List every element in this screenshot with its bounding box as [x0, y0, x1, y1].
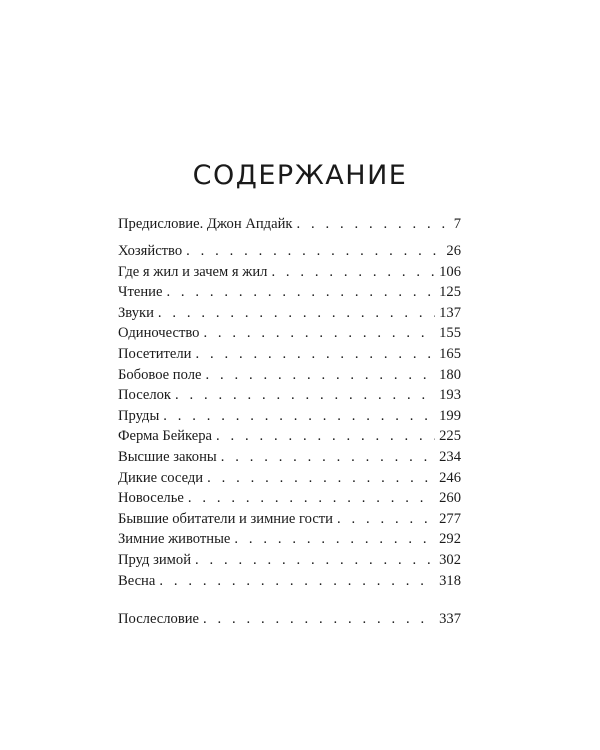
dot-leader — [195, 344, 435, 365]
toc-entry-title: Посетители — [118, 345, 192, 362]
dot-leader — [158, 303, 435, 324]
toc-entry-title: Звуки — [118, 304, 154, 321]
toc-afterword-group — [118, 609, 461, 630]
dot-leader — [159, 571, 435, 592]
toc-entry-title: Где я жил и зачем я жил — [118, 263, 268, 280]
dot-leader — [271, 262, 435, 283]
dot-leader — [195, 550, 435, 571]
toc-entry-chapter — [118, 385, 461, 406]
toc-entry-chapter — [118, 447, 461, 468]
toc-entry-title: Новоселье — [118, 490, 184, 507]
dot-leader — [203, 323, 435, 344]
toc-entry-page: 106 — [439, 263, 461, 280]
toc-entry-title: Пруд зимой — [118, 551, 192, 568]
toc-entry-page: 234 — [439, 448, 461, 465]
toc-entry-title: Поселок — [118, 387, 172, 404]
dot-leader — [186, 241, 442, 262]
toc-entry-page: 318 — [439, 572, 461, 589]
dot-leader — [175, 385, 435, 406]
toc-entry-chapter — [118, 509, 461, 530]
toc-entry-title: Ферма Бейкера — [118, 428, 212, 445]
dot-leader — [296, 214, 449, 235]
toc-entry-title: Зимние животные — [118, 531, 231, 548]
toc-entry-page: 26 — [446, 243, 461, 259]
dot-leader — [234, 529, 435, 550]
toc-entry-title: Одиночество — [118, 325, 200, 342]
toc-entry-afterword — [118, 609, 461, 630]
toc-entry-preface — [118, 214, 461, 235]
toc-entry-page: 337 — [439, 611, 461, 627]
toc-preface-group — [118, 214, 461, 235]
toc-entry-chapter — [118, 344, 461, 365]
toc-entry-chapter — [118, 550, 461, 571]
toc-entry-title: Чтение — [118, 284, 163, 301]
toc-entry-page: 165 — [439, 345, 461, 362]
toc-entry-page: 7 — [453, 216, 461, 232]
toc-entry-page: 292 — [439, 531, 461, 548]
toc-chapters-group — [118, 241, 461, 591]
toc-entry-page: 246 — [439, 469, 461, 486]
toc-entry-chapter — [118, 323, 461, 344]
toc-entry-page: 137 — [439, 304, 461, 321]
toc-entry-title: Предисловие. Джон Апдайк — [118, 216, 293, 232]
toc-entry-page: 199 — [439, 407, 461, 424]
toc-entry-chapter — [118, 241, 461, 262]
toc-entry-page: 277 — [439, 510, 461, 527]
dot-leader — [166, 282, 435, 303]
toc-entry-chapter — [118, 488, 461, 509]
toc-entry-page: 125 — [439, 284, 461, 301]
toc-entry-title: Пруды — [118, 407, 160, 424]
dot-leader — [205, 365, 435, 386]
toc-entry-chapter — [118, 303, 461, 324]
dot-leader — [221, 447, 435, 468]
toc-entry-chapter — [118, 262, 461, 283]
dot-leader — [337, 509, 435, 530]
dot-leader — [203, 609, 435, 630]
toc-entry-page: 155 — [439, 325, 461, 342]
toc-entry-title: Бобовое поле — [118, 366, 202, 383]
dot-leader — [188, 488, 435, 509]
toc-entry-chapter — [118, 529, 461, 550]
toc-entry-page: 260 — [439, 490, 461, 507]
page-title: СОДЕРЖАНИЕ — [192, 160, 408, 191]
toc-entry-title: Дикие соседи — [118, 469, 204, 486]
toc-entry-page: 180 — [439, 366, 461, 383]
toc-entry-title: Послесловие — [118, 611, 200, 627]
toc-entry-title: Весна — [118, 572, 156, 589]
dot-leader — [163, 406, 435, 427]
toc-entry-chapter — [118, 468, 461, 489]
toc-entry-chapter — [118, 365, 461, 386]
toc-entry-page: 193 — [439, 387, 461, 404]
toc-entry-chapter — [118, 571, 461, 592]
toc-entry-chapter — [118, 426, 461, 447]
toc-entry-chapter — [118, 282, 461, 303]
dot-leader — [207, 468, 435, 489]
toc-entry-page: 302 — [439, 551, 461, 568]
dot-leader — [216, 426, 435, 447]
toc-entry-title: Бывшие обитатели и зимние гости — [118, 510, 333, 527]
toc-entry-chapter — [118, 406, 461, 427]
toc-entry-title: Хозяйство — [118, 243, 183, 259]
toc-entry-title: Высшие законы — [118, 448, 217, 465]
toc-entry-page: 225 — [439, 428, 461, 445]
